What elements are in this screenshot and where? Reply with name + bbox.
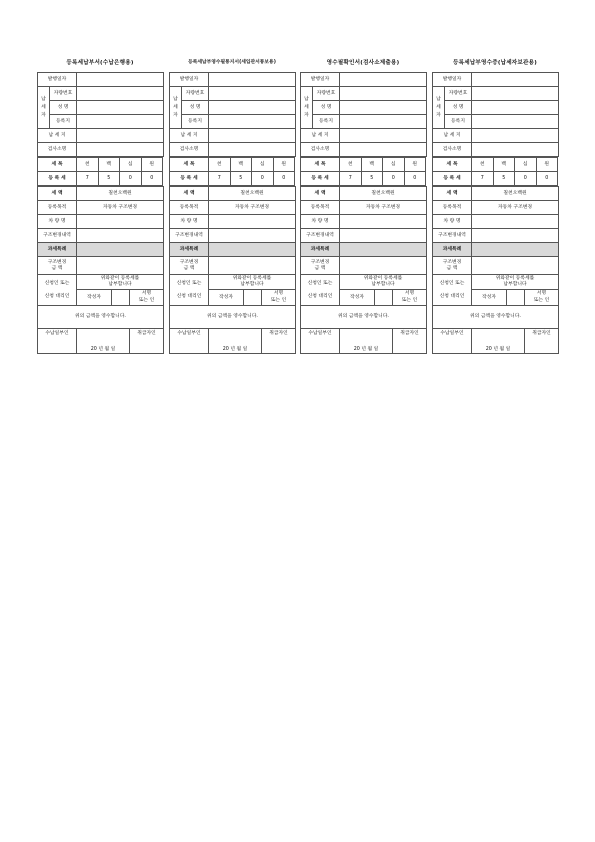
form-table bbox=[300, 72, 427, 157]
form-title: 등록세납부영수필통지서(세입관서통보용) bbox=[188, 60, 276, 65]
tax-item-name: 등 록 세 bbox=[301, 172, 340, 186]
receipt-note: 위의 금액을 영수합니다. bbox=[170, 306, 296, 329]
vehicle-name-value[interactable] bbox=[472, 215, 559, 229]
details-value[interactable] bbox=[472, 229, 559, 243]
form-table bbox=[432, 72, 559, 157]
amount-digit: 0 bbox=[120, 172, 142, 186]
vehicle-name-label: 차 량 명 bbox=[301, 215, 340, 229]
name-label: 성 명 bbox=[50, 101, 77, 115]
issue-date-label: 발행일자 bbox=[301, 73, 340, 87]
handler-label: 취급자인 bbox=[262, 329, 296, 354]
regloc-label: 등록지 bbox=[313, 115, 340, 129]
tax-form-2 bbox=[169, 58, 295, 354]
vehicle-name-label: 차 량 명 bbox=[38, 215, 77, 229]
digit-header: 원 bbox=[141, 158, 163, 172]
regloc-value[interactable] bbox=[77, 115, 164, 129]
inspection-site-label: 검사소명 bbox=[433, 143, 472, 157]
struct-amount-value[interactable] bbox=[472, 257, 559, 275]
issue-date-label: 발행일자 bbox=[170, 73, 209, 87]
digit-header: 천 bbox=[77, 158, 99, 172]
struct-amount-value[interactable] bbox=[340, 257, 427, 275]
declaration-text: 위와같이 등록세를 납부합니다 bbox=[472, 275, 559, 290]
vehicle-name-label: 차 량 명 bbox=[170, 215, 209, 229]
tax-amount-text: 칠천오백원 bbox=[340, 187, 427, 201]
sign-label: 서명 또는 인 bbox=[393, 289, 427, 305]
regloc-label: 등록지 bbox=[50, 115, 77, 129]
digit-header: 백 bbox=[493, 158, 515, 172]
regloc-value[interactable] bbox=[472, 115, 559, 129]
details-value[interactable] bbox=[209, 229, 296, 243]
declaration-text: 위와같이 등록세를 납부합니다 bbox=[77, 275, 164, 290]
regloc-value[interactable] bbox=[340, 115, 427, 129]
purpose-label: 등록목적 bbox=[301, 201, 340, 215]
amount-digit: 0 bbox=[252, 172, 274, 186]
details-table bbox=[169, 186, 296, 354]
car-number-value[interactable] bbox=[340, 87, 427, 101]
receipt-note: 위의 금액을 영수합니다. bbox=[433, 306, 559, 329]
struct-amount-label: 구조변경 금 액 bbox=[170, 257, 209, 275]
issue-date-label: 발행일자 bbox=[38, 73, 77, 87]
details-label: 구조변경내역 bbox=[301, 229, 340, 243]
name-value[interactable] bbox=[77, 101, 164, 115]
payer-label: 납 세 자 bbox=[170, 87, 182, 129]
purpose-label: 등록목적 bbox=[38, 201, 77, 215]
digit-header: 십 bbox=[383, 158, 405, 172]
payment-place-value[interactable] bbox=[472, 129, 559, 143]
purpose-value: 자동차 구조변경 bbox=[77, 201, 164, 215]
payer-label: 납 세 자 bbox=[433, 87, 445, 129]
amount-digit: 0 bbox=[273, 172, 295, 186]
date-line: 20 년 월 일 bbox=[77, 329, 130, 354]
car-number-label: 자량번호 bbox=[445, 87, 472, 101]
car-number-label: 자량번호 bbox=[50, 87, 77, 101]
payment-place-label: 납 세 지 bbox=[38, 129, 77, 143]
receipt-note: 위의 금액을 영수합니다. bbox=[38, 306, 164, 329]
details-table bbox=[37, 186, 164, 354]
payment-place-value[interactable] bbox=[209, 129, 296, 143]
receipt-date-label: 수납일부인 bbox=[433, 329, 472, 354]
tax-form-3 bbox=[300, 58, 426, 354]
details-label: 구조변경내역 bbox=[38, 229, 77, 243]
date-line: 20 년 월 일 bbox=[340, 329, 393, 354]
digit-header: 원 bbox=[536, 158, 558, 172]
payment-place-value[interactable] bbox=[340, 129, 427, 143]
payment-place-label: 납 세 지 bbox=[433, 129, 472, 143]
digit-header: 백 bbox=[98, 158, 120, 172]
sign-label: 서명 또는 인 bbox=[262, 289, 296, 305]
applicant-label: 신청인 또는 신청 대리인 bbox=[38, 275, 77, 306]
payment-place-label: 납 세 지 bbox=[170, 129, 209, 143]
issue-date-value[interactable] bbox=[472, 73, 559, 87]
car-number-value[interactable] bbox=[77, 87, 164, 101]
amount-table bbox=[37, 157, 163, 186]
amount-digit: 7 bbox=[77, 172, 99, 186]
details-value[interactable] bbox=[340, 229, 427, 243]
digit-header: 십 bbox=[120, 158, 142, 172]
receipt-date-label: 수납일부인 bbox=[301, 329, 340, 354]
car-number-value[interactable] bbox=[472, 87, 559, 101]
writer-label: 작성자 bbox=[77, 289, 112, 305]
special-label: 과세특례 bbox=[301, 243, 340, 257]
car-number-label: 자량번호 bbox=[182, 87, 209, 101]
payment-place-value[interactable] bbox=[77, 129, 164, 143]
purpose-label: 등록목적 bbox=[170, 201, 209, 215]
amount-table bbox=[300, 157, 426, 186]
struct-amount-label: 구조변경 금 액 bbox=[433, 257, 472, 275]
digit-header: 십 bbox=[252, 158, 274, 172]
name-value[interactable] bbox=[209, 101, 296, 115]
issue-date-value[interactable] bbox=[209, 73, 296, 87]
form-title: 등록세납부영수증(납세자보관용) bbox=[453, 60, 537, 66]
inspection-site-value[interactable] bbox=[209, 143, 296, 157]
inspection-site-label: 검사소명 bbox=[38, 143, 77, 157]
issue-date-value[interactable] bbox=[340, 73, 427, 87]
handler-label: 취급자인 bbox=[130, 329, 164, 354]
tax-amount-label: 세 액 bbox=[433, 187, 472, 201]
digit-header: 천 bbox=[472, 158, 494, 172]
tax-item-label: 세 목 bbox=[170, 158, 209, 172]
inspection-site-label: 검사소명 bbox=[170, 143, 209, 157]
special-value bbox=[209, 243, 296, 257]
writer-label: 작성자 bbox=[340, 289, 375, 305]
details-label: 구조변경내역 bbox=[170, 229, 209, 243]
details-label: 구조변경내역 bbox=[433, 229, 472, 243]
struct-amount-value[interactable] bbox=[77, 257, 164, 275]
amount-digit: 5 bbox=[230, 172, 252, 186]
tax-item-label: 세 목 bbox=[301, 158, 340, 172]
purpose-label: 등록목적 bbox=[433, 201, 472, 215]
inspection-site-value[interactable] bbox=[472, 143, 559, 157]
name-label: 성 명 bbox=[445, 101, 472, 115]
purpose-value: 자동차 구조변경 bbox=[340, 201, 427, 215]
purpose-value: 자동차 구조변경 bbox=[472, 201, 559, 215]
applicant-label: 신청인 또는 신청 대리인 bbox=[433, 275, 472, 306]
details-table bbox=[300, 186, 427, 354]
digit-header: 백 bbox=[361, 158, 383, 172]
date-line: 20 년 월 일 bbox=[472, 329, 525, 354]
amount-digit: 7 bbox=[209, 172, 231, 186]
inspection-site-label: 검사소명 bbox=[301, 143, 340, 157]
regloc-label: 등록지 bbox=[182, 115, 209, 129]
vehicle-name-value[interactable] bbox=[340, 215, 427, 229]
digit-header: 백 bbox=[230, 158, 252, 172]
name-value[interactable] bbox=[472, 101, 559, 115]
handler-label: 취급자인 bbox=[393, 329, 427, 354]
details-table bbox=[432, 186, 559, 354]
special-value bbox=[77, 243, 164, 257]
tax-amount-label: 세 액 bbox=[38, 187, 77, 201]
vehicle-name-label: 차 량 명 bbox=[433, 215, 472, 229]
sign-label: 서명 또는 인 bbox=[525, 289, 559, 305]
vehicle-name-value[interactable] bbox=[209, 215, 296, 229]
regloc-label: 등록지 bbox=[445, 115, 472, 129]
digit-header: 천 bbox=[340, 158, 362, 172]
car-number-value[interactable] bbox=[209, 87, 296, 101]
payment-place-label: 납 세 지 bbox=[301, 129, 340, 143]
special-label: 과세특례 bbox=[170, 243, 209, 257]
digit-header: 원 bbox=[404, 158, 426, 172]
struct-amount-value[interactable] bbox=[209, 257, 296, 275]
tax-item-name: 등 록 세 bbox=[38, 172, 77, 186]
writer-label: 작성자 bbox=[209, 289, 244, 305]
date-line: 20 년 월 일 bbox=[209, 329, 262, 354]
receipt-date-label: 수납일부인 bbox=[38, 329, 77, 354]
declaration-text: 위와같이 등록세를 납부합니다 bbox=[209, 275, 296, 290]
inspection-site-value[interactable] bbox=[77, 143, 164, 157]
special-value bbox=[340, 243, 427, 257]
amount-digit: 0 bbox=[515, 172, 537, 186]
tax-item-label: 세 목 bbox=[38, 158, 77, 172]
special-value bbox=[472, 243, 559, 257]
vehicle-name-value[interactable] bbox=[77, 215, 164, 229]
amount-digit: 7 bbox=[472, 172, 494, 186]
tax-item-name: 등 록 세 bbox=[433, 172, 472, 186]
amount-digit: 0 bbox=[383, 172, 405, 186]
car-number-label: 자량번호 bbox=[313, 87, 340, 101]
form-title: 등록세납부서(수납은행용) bbox=[66, 60, 134, 66]
name-label: 성 명 bbox=[182, 101, 209, 115]
form-table bbox=[37, 72, 164, 157]
tax-amount-label: 세 액 bbox=[170, 187, 209, 201]
payer-label: 납 세 자 bbox=[38, 87, 50, 129]
details-value[interactable] bbox=[77, 229, 164, 243]
tax-amount-text: 칠천오백원 bbox=[209, 187, 296, 201]
digit-header: 십 bbox=[515, 158, 537, 172]
amount-digit: 0 bbox=[141, 172, 163, 186]
tax-item-label: 세 목 bbox=[433, 158, 472, 172]
receipt-note: 위의 금액을 영수합니다. bbox=[301, 306, 427, 329]
regloc-value[interactable] bbox=[209, 115, 296, 129]
issue-date-value[interactable] bbox=[77, 73, 164, 87]
struct-amount-label: 구조변경 금 액 bbox=[38, 257, 77, 275]
handler-label: 취급자인 bbox=[525, 329, 559, 354]
purpose-value: 자동차 구조변경 bbox=[209, 201, 296, 215]
tax-amount-text: 칠천오백원 bbox=[77, 187, 164, 201]
form-table bbox=[169, 72, 296, 157]
tax-form-1 bbox=[37, 58, 163, 354]
amount-table bbox=[432, 157, 558, 186]
declaration-text: 위와같이 등록세를 납부합니다 bbox=[340, 275, 427, 290]
digit-header: 원 bbox=[273, 158, 295, 172]
amount-digit: 0 bbox=[404, 172, 426, 186]
sign-label: 서명 또는 인 bbox=[130, 289, 164, 305]
form-title: 영수필확인서(검사소제출용) bbox=[326, 60, 400, 66]
special-label: 과세특례 bbox=[38, 243, 77, 257]
amount-table bbox=[169, 157, 295, 186]
tax-form-4 bbox=[432, 58, 558, 354]
amount-digit: 7 bbox=[340, 172, 362, 186]
writer-label: 작성자 bbox=[472, 289, 507, 305]
name-label: 성 명 bbox=[313, 101, 340, 115]
digit-header: 천 bbox=[209, 158, 231, 172]
amount-digit: 0 bbox=[536, 172, 558, 186]
amount-digit: 5 bbox=[361, 172, 383, 186]
name-value[interactable] bbox=[340, 101, 427, 115]
applicant-label: 신청인 또는 신청 대리인 bbox=[301, 275, 340, 306]
payer-label: 납 세 자 bbox=[301, 87, 313, 129]
tax-amount-text: 칠천오백원 bbox=[472, 187, 559, 201]
receipt-date-label: 수납일부인 bbox=[170, 329, 209, 354]
struct-amount-label: 구조변경 금 액 bbox=[301, 257, 340, 275]
issue-date-label: 발행일자 bbox=[433, 73, 472, 87]
tax-item-name: 등 록 세 bbox=[170, 172, 209, 186]
amount-digit: 5 bbox=[493, 172, 515, 186]
applicant-label: 신청인 또는 신청 대리인 bbox=[170, 275, 209, 306]
special-label: 과세특례 bbox=[433, 243, 472, 257]
inspection-site-value[interactable] bbox=[340, 143, 427, 157]
amount-digit: 5 bbox=[98, 172, 120, 186]
tax-amount-label: 세 액 bbox=[301, 187, 340, 201]
